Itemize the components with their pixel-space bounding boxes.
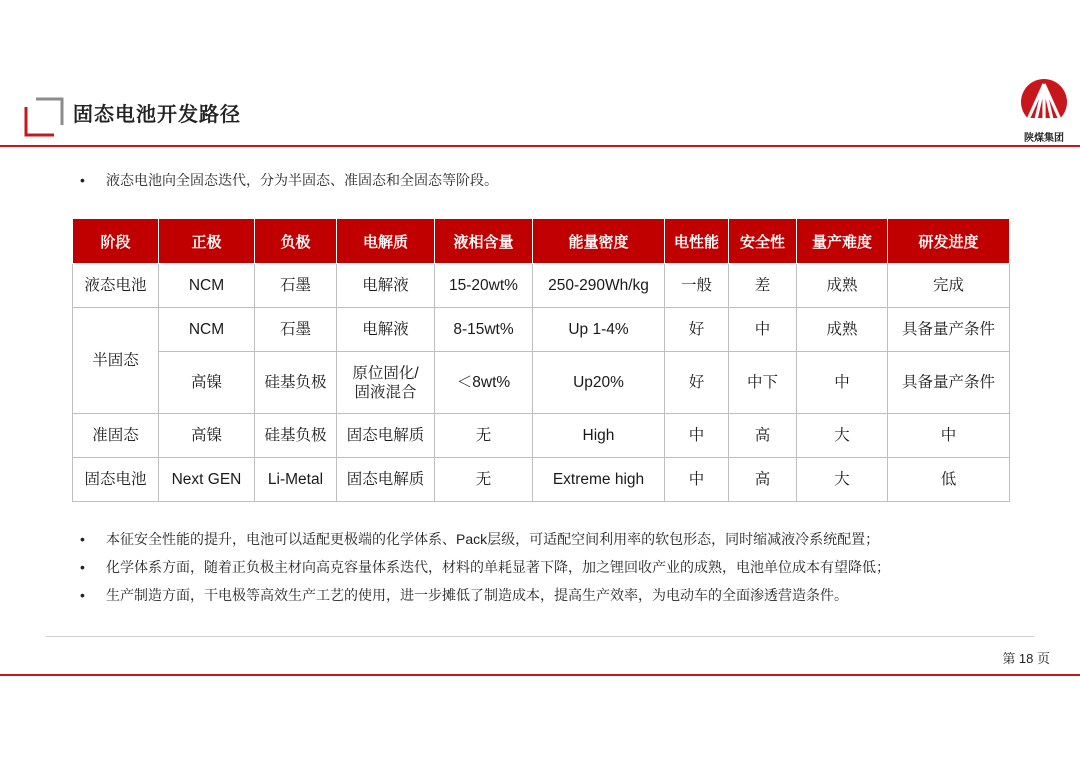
- note-text: 化学体系方面，随着正负极主材向高克容量体系迭代，材料的单耗显著下降，加之锂回收产业的成熟，电池单位成本有望降低；: [106, 559, 890, 575]
- anode-cell: 硅基负极: [255, 414, 337, 458]
- table-header-row: [73, 219, 1010, 264]
- difficulty-cell: 成熟: [797, 308, 888, 352]
- column-header: 正极: [159, 219, 255, 264]
- bullet-icon: •: [80, 531, 85, 547]
- safety-cell: 高: [729, 414, 797, 458]
- intro-text: 液态电池向全固态迭代，分为半固态、准固态和全固态等阶段。: [106, 172, 498, 188]
- difficulty-cell: 成熟: [797, 264, 888, 308]
- difficulty-cell: 中: [797, 352, 888, 414]
- electrolyte-cell: 固态电解质: [337, 414, 435, 458]
- liquid-content-cell: 无: [435, 458, 533, 502]
- anode-cell: 石墨: [255, 308, 337, 352]
- logo-text: 陕煤集团: [1024, 133, 1064, 144]
- safety-cell: 中: [729, 308, 797, 352]
- column-header: 液相含量: [435, 219, 533, 264]
- electrolyte-cell: 电解液: [337, 264, 435, 308]
- column-header: 负极: [255, 219, 337, 264]
- cathode-cell: 高镍: [159, 352, 255, 414]
- electrolyte-cell: 原位固化/ 固液混合: [337, 352, 435, 414]
- energy-density-cell: Up 1-4%: [533, 308, 665, 352]
- bullet-icon: •: [80, 172, 85, 188]
- electrolyte-cell: 电解液: [337, 308, 435, 352]
- column-header: 电性能: [665, 219, 729, 264]
- table-row: [73, 308, 1010, 352]
- stage-cell: 准固态: [73, 414, 159, 458]
- performance-cell: 一般: [665, 264, 729, 308]
- electrolyte-cell: 固态电解质: [337, 458, 435, 502]
- safety-cell: 高: [729, 458, 797, 502]
- liquid-content-cell: 无: [435, 414, 533, 458]
- table-row: [73, 414, 1010, 458]
- cathode-cell: NCM: [159, 264, 255, 308]
- footer-divider: [0, 674, 1080, 676]
- page-title: 固态电池开发路径: [73, 104, 241, 126]
- solid-state-battery-table: [72, 218, 1010, 502]
- title-corner-mark: [24, 97, 64, 137]
- progress-cell: 低: [888, 458, 1010, 502]
- list-item: [80, 525, 890, 553]
- energy-density-cell: High: [533, 414, 665, 458]
- safety-cell: 中下: [729, 352, 797, 414]
- summary-notes: [80, 525, 890, 609]
- cathode-cell: NCM: [159, 308, 255, 352]
- safety-cell: 差: [729, 264, 797, 308]
- column-header: 研发进度: [888, 219, 1010, 264]
- progress-cell: 完成: [888, 264, 1010, 308]
- performance-cell: 中: [665, 414, 729, 458]
- energy-density-cell: Extreme high: [533, 458, 665, 502]
- intro-paragraph: [80, 170, 498, 190]
- stage-cell: 固态电池: [73, 458, 159, 502]
- cathode-cell: Next GEN: [159, 458, 255, 502]
- list-item: [80, 553, 890, 581]
- liquid-content-cell: 15-20wt%: [435, 264, 533, 308]
- bullet-icon: •: [80, 587, 85, 603]
- table-row: [73, 264, 1010, 308]
- performance-cell: 好: [665, 352, 729, 414]
- table-row: [73, 352, 1010, 414]
- stage-cell: 液态电池: [73, 264, 159, 308]
- note-text: 本征安全性能的提升，电池可以适配更极端的化学体系、Pack层级，可适配空间利用率的软包形态，同时缩减液冷系统配置；: [106, 531, 880, 547]
- progress-cell: 具备量产条件: [888, 352, 1010, 414]
- anode-cell: Li-Metal: [255, 458, 337, 502]
- stage-cell: 半固态: [73, 308, 159, 414]
- performance-cell: 中: [665, 458, 729, 502]
- bullet-icon: •: [80, 559, 85, 575]
- anode-cell: 硅基负极: [255, 352, 337, 414]
- energy-density-cell: Up20%: [533, 352, 665, 414]
- cathode-cell: 高镍: [159, 414, 255, 458]
- energy-density-cell: 250-290Wh/kg: [533, 264, 665, 308]
- anode-cell: 石墨: [255, 264, 337, 308]
- difficulty-cell: 大: [797, 414, 888, 458]
- column-header: 能量密度: [533, 219, 665, 264]
- page-number: 第 18 页: [1002, 651, 1050, 666]
- column-header: 电解质: [337, 219, 435, 264]
- footer-separator: [46, 636, 1034, 637]
- liquid-content-cell: 8-15wt%: [435, 308, 533, 352]
- liquid-content-cell: ＜8wt%: [435, 352, 533, 414]
- progress-cell: 中: [888, 414, 1010, 458]
- performance-cell: 好: [665, 308, 729, 352]
- progress-cell: 具备量产条件: [888, 308, 1010, 352]
- header-divider: [0, 145, 1080, 147]
- note-text: 生产制造方面，干电极等高效生产工艺的使用，进一步摊低了制造成本，提高生产效率，为电动车的全面渗透营造条件。: [106, 587, 848, 603]
- difficulty-cell: 大: [797, 458, 888, 502]
- list-item: [80, 581, 890, 609]
- column-header: 阶段: [73, 219, 159, 264]
- column-header: 量产难度: [797, 219, 888, 264]
- table-row: [73, 458, 1010, 502]
- column-header: 安全性: [729, 219, 797, 264]
